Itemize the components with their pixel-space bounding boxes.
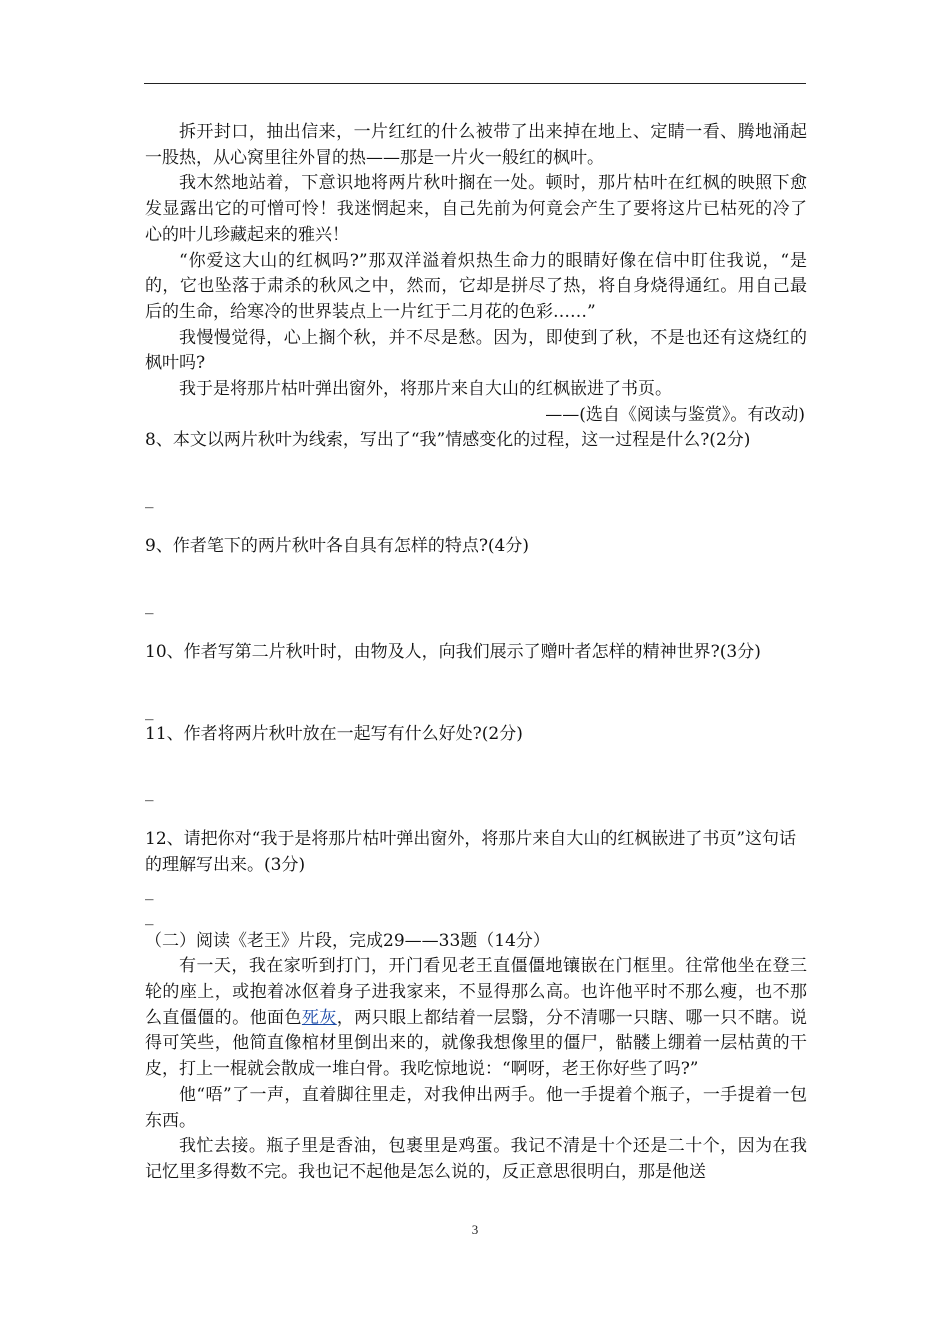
text-span: ，两只眼上都结着一层翳，分不清哪一只瞎、哪一只不瞎。说得可笑些，他简直像棺材里倒出来的，就像我想像里的僵尸，骷髅上绷着一层枯黄的干皮，打上一棍就会散成一堆白骨。我吃惊地说：“啊呀，老王你好些了吗?” — [145, 1007, 808, 1080]
passage-paragraph — [145, 954, 807, 1083]
answer-blank-11: _ — [145, 782, 154, 803]
passage-paragraph: 我慢慢觉得，心上搁个秋，并不尽是愁。因为，即使到了秋，不是也还有这烧红的枫叶吗? — [145, 327, 807, 374]
question-10: 10、作者写第二片秋叶时，由物及人，向我们展示了赠叶者怎样的精神世界?(3分) — [145, 641, 761, 662]
answer-blank-12a: _ — [145, 880, 154, 901]
answer-blank-8: _ — [145, 489, 154, 510]
question-8: 8、本文以两片秋叶为线索，写出了“我”情感变化的过程，这一过程是什么?(2分) — [145, 430, 751, 451]
text-span: 有一天，我在家听到打门，开门看见老王直僵僵地镶嵌在门框里。往常他坐在登三轮的座上，或抱着冰伛着身子进我家来，不显得那么高。也许他平时不那么瘦，也不那么直僵僵的。他面色 — [145, 956, 807, 1028]
hyperlink-sihui[interactable]: 死灰 — [301, 1007, 337, 1028]
passage-source: ——(选自《阅读与鉴赏》。有改动) — [545, 404, 805, 425]
answer-blank-12b: _ — [145, 905, 154, 926]
passage-paragraph: 我忙去接。瓶子里是香油，包裹里是鸡蛋。我记不清是十个还是二十个，因为在我记忆里多得数不完。我也记不起他是怎么说的，反正意思很明白，那是他送 — [145, 1136, 807, 1182]
question-11: 11、作者将两片秋叶放在一起写有什么好处?(2分) — [145, 723, 523, 744]
passage-paragraph: 我于是将那片枯叶弹出窗外，将那片来自大山的红枫嵌进了书页。 — [179, 379, 672, 400]
answer-blank-10: _ — [145, 700, 154, 721]
document-body — [145, 120, 807, 1186]
passage-paragraph: “你爱这大山的红枫吗?”那双洋溢着炽热生命力的眼睛好像在信中盯住我说，“是的，它也坠落于肃杀的秋风之中，然而，它却是拼尽了热，将自身烧得通红。用自己最后的生命，给寒冷的世界装点上一片红于二月花的色彩……” — [145, 250, 807, 322]
answer-blank-9: _ — [145, 594, 154, 615]
section-heading: （二）阅读《老王》片段，完成29——33题（14分） — [145, 930, 550, 951]
question-9: 9、作者笔下的两片秋叶各自具有怎样的特点?(4分) — [145, 536, 530, 557]
passage-paragraph: 他“唔”了一声，直着脚往里走，对我伸出两手。他一手提着个瓶子，一手提着一包东西。 — [145, 1084, 807, 1131]
header-rule — [144, 83, 806, 84]
question-12: 12、请把你对“我于是将那片枯叶弹出窗外，将那片来自大山的红枫嵌进了书页”这句话的理解写出来。(3分) — [145, 829, 797, 875]
page-number: 3 — [471, 1222, 479, 1237]
passage-paragraph: 我木然地站着，下意识地将两片秋叶搁在一处。顿时，那片枯叶在红枫的映照下愈发显露出它的可憎可怜！我迷惘起来，自己先前为何竟会产生了要将这片已枯死的冷了心的叶儿珍藏起来的雅兴！ — [145, 173, 807, 245]
passage-paragraph: 拆开封口，抽出信来，一片红红的什么被带了出来掉在地上、定睛一看、腾地涌起一股热，从心窝里往外冒的热——那是一片火一般红的枫叶。 — [145, 122, 807, 168]
